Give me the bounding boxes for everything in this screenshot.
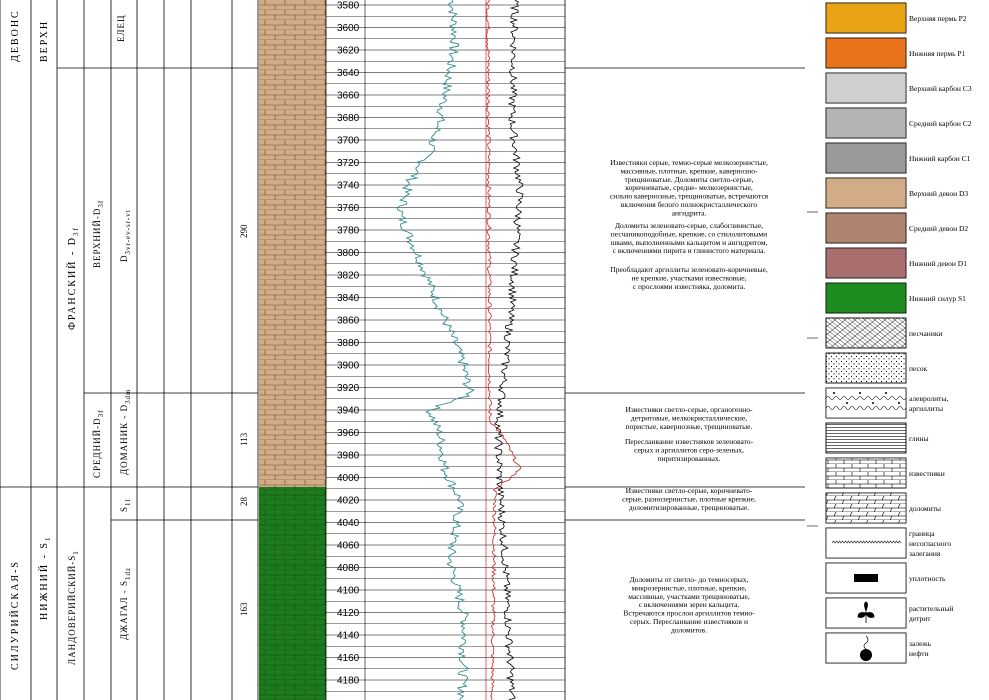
depth-tick-label: 3680 [337, 113, 360, 124]
legend-item [826, 493, 906, 523]
thickness-113: 113 [239, 432, 249, 446]
depth-tick-label: 4080 [337, 563, 360, 574]
legend-label: уплотность [909, 574, 946, 583]
description-line: швами, выполненными кальцитом и ангидритом, [610, 237, 768, 247]
substage-middle-label: СРЕДНИЙ-$D_{3f}$ [92, 409, 105, 478]
legend-swatch [826, 283, 906, 313]
legend [826, 3, 972, 663]
legend-label: растительный [909, 604, 954, 613]
legend-swatch [826, 108, 906, 138]
description-line: детритовые, мелкокристаллические, [630, 413, 748, 423]
description-line: Известняки светло-серые, органогенно- [625, 405, 753, 414]
depth-tick-label: 3900 [337, 360, 360, 372]
legend-swatch [826, 38, 906, 68]
description-line: микрозернистые, плотные, крепкие, [631, 583, 747, 593]
legend-label: глины [909, 434, 929, 443]
depth-tick-label: 3780 [337, 225, 360, 237]
legend-label: Нижний девон D1 [909, 259, 967, 268]
siltstone-dot [885, 392, 887, 394]
legend-label: Верхний девон D3 [909, 189, 969, 198]
legend-label: песчаники [909, 329, 943, 338]
depth-tick-label: 3940 [337, 405, 360, 417]
legend-swatch [826, 493, 906, 523]
series-lower-silurian-label: НИЖНИЙ - $S_1$ [39, 535, 52, 620]
substage-upper-label: ВЕРХНИЙ-$D_{3f}$ [92, 199, 105, 268]
legend-label: детрит [909, 614, 931, 623]
thickness-28: 28 [239, 497, 249, 506]
legend-swatch [826, 143, 906, 173]
resistivity-black-curve [495, 0, 523, 700]
legend-swatch [826, 178, 906, 208]
depth-tick-label: 3860 [337, 315, 360, 327]
depth-tick-label: 3880 [337, 338, 360, 349]
legend-item [826, 73, 906, 103]
legend-label: залежь [909, 639, 932, 648]
legend-item [826, 283, 906, 313]
legend-item [826, 108, 906, 138]
depth-tick-label: 3600 [337, 23, 360, 34]
legend-label: известняки [909, 469, 945, 478]
depth-tick-label: 3920 [337, 383, 360, 394]
resistivity-red-curve [486, 0, 521, 700]
thickness-163: 163 [239, 602, 249, 616]
legend-item [826, 598, 906, 628]
legend-label: Средний девон D2 [909, 224, 969, 233]
legend-label: аргиллиты [909, 404, 943, 413]
depth-grid [326, 0, 565, 700]
siltstone-dot [846, 402, 848, 404]
horizon-domanik-label: ДОМАНИК - $D_{3dm}$ [119, 388, 132, 475]
system-devonian-label: ДЕВОНС [10, 9, 21, 62]
depth-tick-label: 4000 [337, 473, 360, 484]
depth-tick-label: 4020 [337, 495, 360, 507]
legend-item [826, 633, 906, 663]
description-line: трещиноватые. Доломиты светло-серые, [624, 174, 754, 184]
description-line: серых и аргиллитов серо-зеленых, [634, 445, 744, 455]
legend-item [826, 353, 906, 383]
description-line: массивные, участками трещиноватые, [628, 591, 750, 601]
lithology-descriptions [610, 158, 769, 634]
oil-drop-icon [860, 649, 872, 661]
description-line: доломитов. [671, 625, 707, 635]
description-line: Известняки светло-серые, коричневато- [625, 486, 753, 495]
depth-tick-label: 4160 [337, 653, 360, 664]
legend-label: Нижняя пермь Р1 [909, 49, 966, 58]
legend-swatch [826, 73, 906, 103]
legend-item [826, 213, 906, 243]
depth-tick-label: 3660 [337, 90, 360, 102]
legend-label: алевролиты, [909, 394, 949, 403]
legend-item [826, 423, 906, 453]
depth-tick-label: 3740 [337, 180, 360, 192]
description-line: пиритизированных. [657, 453, 721, 463]
stage-frasnian-label: ФРАНСКИЙ - $D_{3f}$ [67, 226, 80, 330]
legend-label: Средний карбон С2 [909, 119, 972, 128]
legend-label: залегания [909, 549, 941, 558]
legend-label: Верхняя пермь Р2 [909, 14, 967, 23]
description-line: Доломиты от светло- до темносерых, [629, 575, 749, 584]
depth-tick-label: 3820 [337, 270, 360, 282]
description-line: Встречаются прослои аргиллитов темно- [623, 608, 755, 618]
legend-label: граница [909, 529, 935, 538]
depth-tick-label: 4120 [337, 608, 360, 619]
depth-tick-label: 3980 [337, 450, 360, 462]
legend-swatch [826, 248, 906, 278]
description-line: серых. Переслаивание известняков и [630, 617, 748, 626]
legend-swatch [826, 318, 906, 348]
description-line: ангидрита. [671, 208, 707, 218]
log-curves [397, 0, 523, 700]
legend-swatch [826, 388, 906, 418]
legend-item [826, 38, 906, 68]
depth-tick-label: 3640 [337, 68, 360, 79]
legend-label: несогласного [909, 539, 952, 548]
legend-label: песок [909, 364, 928, 373]
legend-item [826, 528, 906, 558]
legend-label: Нижний силур S1 [909, 294, 966, 303]
series-upper-devonian-label: ВЕРХН [39, 19, 50, 62]
description-line: Известняки серые, темно-серые мелкозернистые, [610, 158, 768, 167]
depth-tick-label: 4040 [337, 518, 360, 529]
depth-tick-label: 3960 [337, 428, 360, 439]
dense-symbol [854, 574, 878, 582]
legend-swatch [826, 353, 906, 383]
description-line: включения белого полнокристаллического [620, 200, 758, 209]
horizon-dzhagal-label: ДЖАГАЛ - $S_{1dz}$ [119, 566, 132, 640]
description-line: доломитизированные, трещиноватые. [628, 502, 750, 512]
description-line: не крепкие, участками известковые, [631, 273, 747, 283]
depth-tick-label: 3720 [337, 158, 360, 169]
description-line: Доломиты зеленовато-серые, слабоглинистые, [614, 221, 764, 230]
legend-item [826, 178, 906, 208]
legend-item [826, 143, 906, 173]
system-silurian-label: СИЛУРИЙСКАЯ-S [10, 560, 21, 670]
strat-labels [9, 9, 249, 670]
legend-item [826, 3, 906, 33]
legend-item [826, 248, 906, 278]
depth-tick-label: 3840 [337, 293, 360, 304]
legend-swatch [826, 213, 906, 243]
legend-item [826, 563, 906, 593]
depth-tick-label: 4140 [337, 630, 360, 642]
depth-tick-label: 3620 [337, 45, 360, 57]
depth-tick-label: 3800 [337, 248, 360, 259]
side-dashes [807, 212, 818, 526]
lithology-column [259, 0, 326, 700]
description-line: песчаникоподобные, крепкие, со стилолитовыми [610, 229, 768, 239]
description-line: серые, разнозернистые, плотные крепкие, [622, 494, 756, 504]
legend-label: Нижний карбон С1 [909, 154, 971, 163]
legend-swatch [826, 423, 906, 453]
legend-swatch [826, 3, 906, 33]
legend-item [826, 458, 906, 488]
substage-elets-label: ЕЛЕЦ [116, 14, 126, 42]
gamma-ray-curve [397, 0, 474, 700]
legend-label: Верхний карбон С3 [909, 84, 972, 93]
description-line: с прослоями известняка, доломита. [632, 281, 746, 291]
description-line: Преобладают аргиллиты зеленовато-коричневые, [610, 265, 768, 274]
legend-label: доломиты [909, 504, 941, 513]
description-line: сильно кавернозные, трещиноватые, встречаются [609, 191, 769, 201]
horizon-s-label: $S_{1l}$ [119, 498, 132, 512]
description-line: с включениями зерен кальцита. [638, 600, 740, 610]
description-line: массивные, плотные, крепкие, кавернозно- [620, 166, 758, 176]
description-line: Переслаивание известняков зеленовато- [624, 437, 754, 446]
siltstone-dot [898, 402, 900, 404]
siltstone-dot [833, 392, 835, 394]
legend-item [826, 388, 906, 418]
description-line: коричневатые, средне- мелкозернистые, [625, 183, 753, 193]
depth-tick-label: 4100 [337, 585, 360, 597]
legend-swatch [826, 458, 906, 488]
depth-tick-label: 3760 [337, 203, 360, 214]
depth-tick-label: 4180 [337, 675, 360, 687]
description-line: с включениями пирита и глинистого материала. [612, 246, 766, 256]
depth-tick-label: 3700 [337, 135, 360, 147]
stage-llandovery-label: ЛАНДОВЕРИЙСКИЙ-$S_1$ [67, 550, 80, 665]
description-line: пористые, кавернозные, трещиноватые. [625, 421, 753, 431]
thickness-290: 290 [239, 224, 249, 238]
siltstone-dot [872, 402, 874, 404]
legend-item [826, 318, 906, 348]
depth-tick-label: 3580 [337, 0, 360, 12]
legend-label: нефти [909, 649, 929, 658]
siltstone-dot [859, 392, 861, 394]
depth-tick-label: 4060 [337, 540, 360, 552]
horizon-upper-label: $D_{3vr-ev-sr-vt}$ [119, 209, 132, 262]
